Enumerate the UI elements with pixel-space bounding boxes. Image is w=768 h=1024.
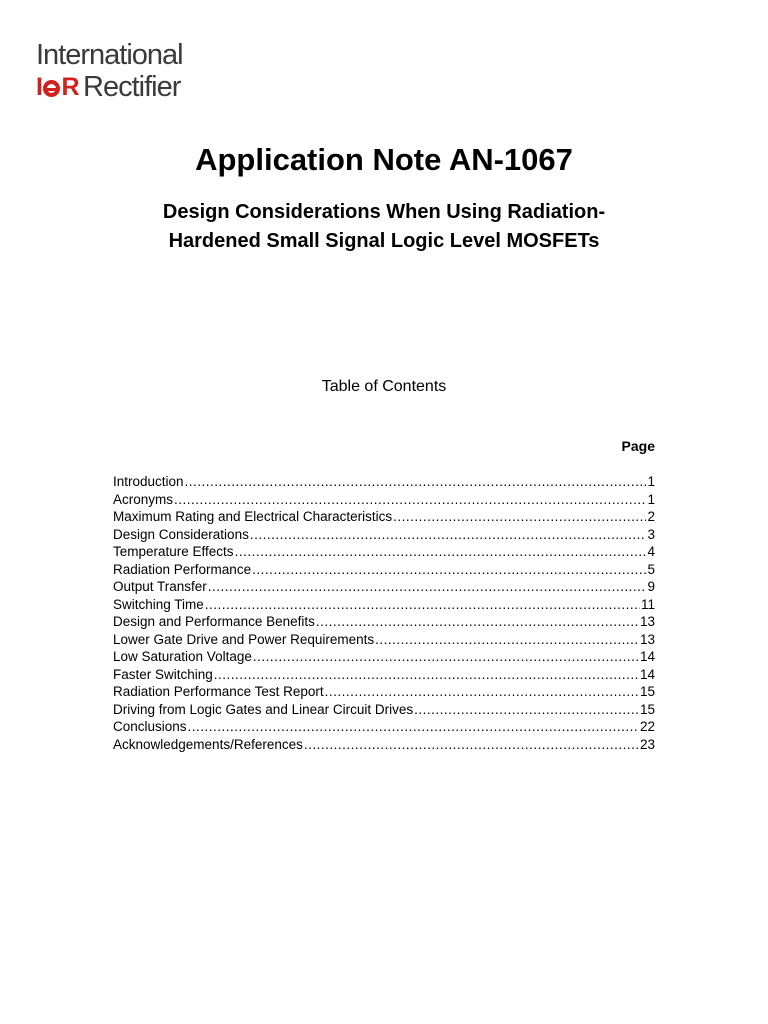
document-subtitle	[0, 198, 768, 256]
toc-entry-title: Lower Gate Drive and Power Requirements	[113, 631, 375, 647]
toc-entry[interactable]	[113, 543, 655, 561]
toc-heading: Table of Contents	[321, 378, 447, 395]
toc-page-column-header: Page	[621, 438, 655, 454]
toc-entry-page: 14	[639, 666, 655, 682]
toc-entry-page: 2	[647, 509, 655, 524]
toc-entry-title: Acknowledgements/References	[113, 736, 303, 752]
logo-rectifier-text: Rectifier	[83, 71, 181, 103]
toc-entry-title: Acronyms	[113, 491, 174, 507]
toc-leader-dots	[414, 701, 639, 719]
subtitle-line-2: Hardened Small Signal Logic Level MOSFETs	[168, 230, 600, 252]
toc-entry[interactable]	[113, 526, 655, 544]
toc-entry-title: Temperature Effects	[113, 544, 234, 559]
toc-entry[interactable]	[113, 561, 655, 579]
toc-leader-dots	[250, 526, 647, 544]
toc-entry[interactable]	[113, 736, 655, 754]
toc-entry-page: 1	[647, 474, 655, 489]
toc-entry-page: 3	[647, 526, 655, 542]
toc-entry[interactable]	[113, 578, 655, 596]
toc-entry-title: Conclusions	[113, 719, 187, 734]
toc-entry-page: 1	[647, 491, 655, 507]
toc-entry[interactable]	[113, 491, 655, 509]
toc-entry-title: Driving from Logic Gates and Linear Circuit Drives	[113, 701, 414, 717]
toc-entry-page: 4	[647, 544, 655, 559]
toc-entry-title: Low Saturation Voltage	[113, 649, 252, 664]
ior-logo-o-icon	[43, 80, 60, 97]
toc-leader-dots	[205, 596, 640, 614]
toc-entry-title: Switching Time	[113, 596, 204, 612]
toc-leader-dots	[174, 491, 646, 509]
toc-entry[interactable]	[113, 631, 655, 649]
ior-logo-mark: I R	[36, 73, 80, 101]
document-title: Application Note AN-1067	[195, 142, 573, 177]
toc-entry[interactable]	[113, 596, 655, 614]
toc-entry[interactable]	[113, 613, 655, 631]
toc-entry[interactable]	[113, 718, 655, 736]
toc-entry-page: 13	[639, 631, 655, 647]
toc-entry-title: Faster Switching	[113, 666, 213, 682]
toc-entry-page: 5	[647, 561, 655, 577]
toc-entry-page: 22	[639, 719, 655, 734]
toc-entry-title: Maximum Rating and Electrical Characteristics	[113, 509, 393, 524]
toc-leader-dots	[375, 631, 639, 649]
toc-entry-title: Output Transfer	[113, 579, 207, 594]
toc-entry-title: Radiation Performance	[113, 561, 252, 577]
toc-entry-page: 15	[639, 684, 655, 699]
toc-entry[interactable]	[113, 666, 655, 684]
toc-leader-dots	[252, 561, 646, 579]
toc-entry-page: 11	[640, 596, 655, 612]
toc-leader-dots	[188, 718, 639, 736]
toc-entry-title: Introduction	[113, 474, 184, 489]
toc-entry[interactable]	[113, 508, 655, 526]
toc-leader-dots	[253, 648, 639, 666]
company-logo	[36, 40, 186, 102]
toc-leader-dots	[235, 543, 647, 561]
toc-leader-dots	[316, 613, 639, 631]
toc-leader-dots	[208, 578, 647, 596]
toc-entry[interactable]	[113, 648, 655, 666]
toc-leader-dots	[393, 508, 646, 526]
toc-leader-dots	[304, 736, 639, 754]
toc-entry-page: 9	[647, 579, 655, 594]
toc-entry-page: 14	[639, 649, 655, 664]
toc-entry-title: Design and Performance Benefits	[113, 614, 315, 629]
toc-entry-title: Design Considerations	[113, 526, 249, 542]
logo-rectifier-row	[36, 72, 186, 102]
table-of-contents	[113, 473, 655, 753]
toc-entry-page: 15	[639, 701, 655, 717]
logo-international-text: International	[36, 39, 183, 71]
toc-entry-page: 13	[639, 614, 655, 629]
toc-entry[interactable]	[113, 701, 655, 719]
toc-leader-dots	[214, 666, 639, 684]
toc-entry[interactable]	[113, 683, 655, 701]
toc-entry-page: 23	[639, 736, 655, 752]
toc-entry-title: Radiation Performance Test Report	[113, 684, 324, 699]
toc-leader-dots	[325, 683, 639, 701]
toc-entry[interactable]	[113, 473, 655, 491]
toc-leader-dots	[185, 473, 647, 491]
subtitle-line-1: Design Considerations When Using Radiation-	[162, 201, 606, 223]
